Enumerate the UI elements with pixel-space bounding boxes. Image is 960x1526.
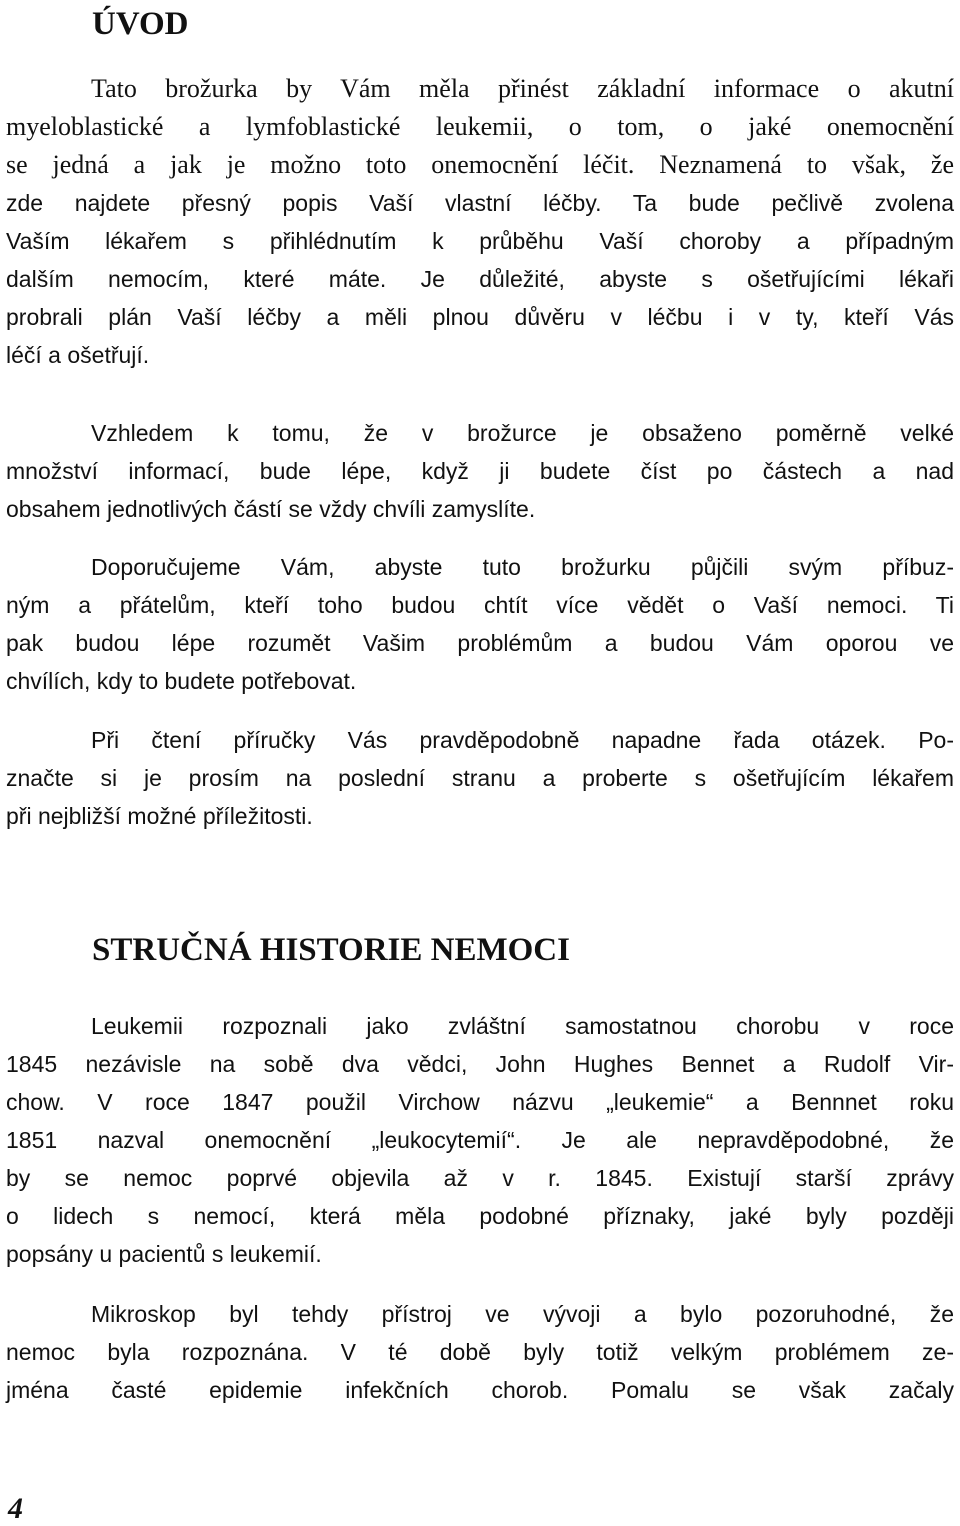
- section-heading-uvod: ÚVOD: [92, 6, 189, 42]
- text-line: dalším nemocím, které máte. Je důležité, abyste s ošetřujícími lékaři: [6, 266, 954, 292]
- text-line: by se nemoc poprvé objevila až v r. 1845. Existují starší zprávy: [6, 1165, 954, 1191]
- text-line: Vaším lékařem s přihlédnutím k průběhu Vaší choroby a případným: [6, 228, 954, 254]
- text-line: se jedná a jak je možno toto onemocnění léčit. Neznamená to však, že: [6, 150, 954, 179]
- paragraph-questions: [6, 721, 954, 835]
- paragraph-reading-advice: [6, 414, 954, 528]
- paragraph-intro: [6, 70, 954, 374]
- text-line: o lidech s nemocí, která měla podobné příznaky, jaké byly později: [6, 1203, 954, 1229]
- text-line: Mikroskop byl tehdy přístroj ve vývoji a bylo pozoruhodné, že: [91, 1301, 954, 1327]
- page-number: 4: [8, 1492, 23, 1525]
- section-heading-historie: STRUČNÁ HISTORIE NEMOCI: [92, 932, 570, 968]
- text-line: nemoc byla rozpoznána. V té době byly totiž velkým problémem ze-: [6, 1339, 954, 1365]
- text-line: množství informací, bude lépe, když ji budete číst po částech a nad: [6, 458, 954, 484]
- text-line: chvílích, kdy to budete potřebovat.: [6, 668, 357, 694]
- text-line: Doporučujeme Vám, abyste tuto brožurku půjčili svým příbuz-: [91, 554, 954, 580]
- text-line: probrali plán Vaší léčby a měli plnou důvěru v léčbu i v ty, kteří Vás: [6, 304, 954, 330]
- text-line: jména časté epidemie infekčních chorob. Pomalu se však začaly: [6, 1377, 954, 1403]
- text-line: myeloblastické a lymfoblastické leukemii, o tom, o jaké onemocnění: [6, 112, 954, 141]
- text-line: 1851 nazval onemocnění „leukocytemií“. Je ale nepravděpodobné, že: [6, 1127, 954, 1153]
- text-line: 1845 nezávisle na sobě dva vědci, John Hughes Bennet a Rudolf Vir-: [6, 1051, 954, 1077]
- text-line: chow. V roce 1847 použil Virchow názvu „leukemie“ a Bennnet roku: [6, 1089, 954, 1115]
- paragraph-history: [6, 1007, 954, 1273]
- text-line: Vzhledem k tomu, že v brožurce je obsaženo poměrně velké: [91, 420, 954, 446]
- text-line: pak budou lépe rozumět Vašim problémům a budou Vám oporou ve: [6, 630, 954, 656]
- text-line: Při čtení příručky Vás pravděpodobně napadne řada otázek. Po-: [91, 727, 954, 753]
- text-line: popsány u pacientů s leukemií.: [6, 1241, 322, 1267]
- text-line: Tato brožurka by Vám měla přinést základní informace o akutní: [91, 74, 954, 103]
- paragraph-microscope: [6, 1295, 954, 1409]
- text-line: zde najdete přesný popis Vaší vlastní léčby. Ta bude pečlivě zvolena: [6, 190, 954, 216]
- paragraph-share-brochure: [6, 548, 954, 700]
- text-line: značte si je prosím na poslední stranu a proberte s ošetřujícím lékařem: [6, 765, 954, 791]
- text-line: při nejbližší možné příležitosti.: [6, 803, 313, 829]
- text-line: obsahem jednotlivých částí se vždy chvíli zamyslíte.: [6, 496, 536, 522]
- text-line: léčí a ošetřují.: [6, 342, 150, 368]
- text-line: ným a přátelům, kteří toho budou chtít více vědět o Vaší nemoci. Ti: [6, 592, 954, 618]
- text-line: Leukemii rozpoznali jako zvláštní samostatnou chorobu v roce: [91, 1013, 954, 1039]
